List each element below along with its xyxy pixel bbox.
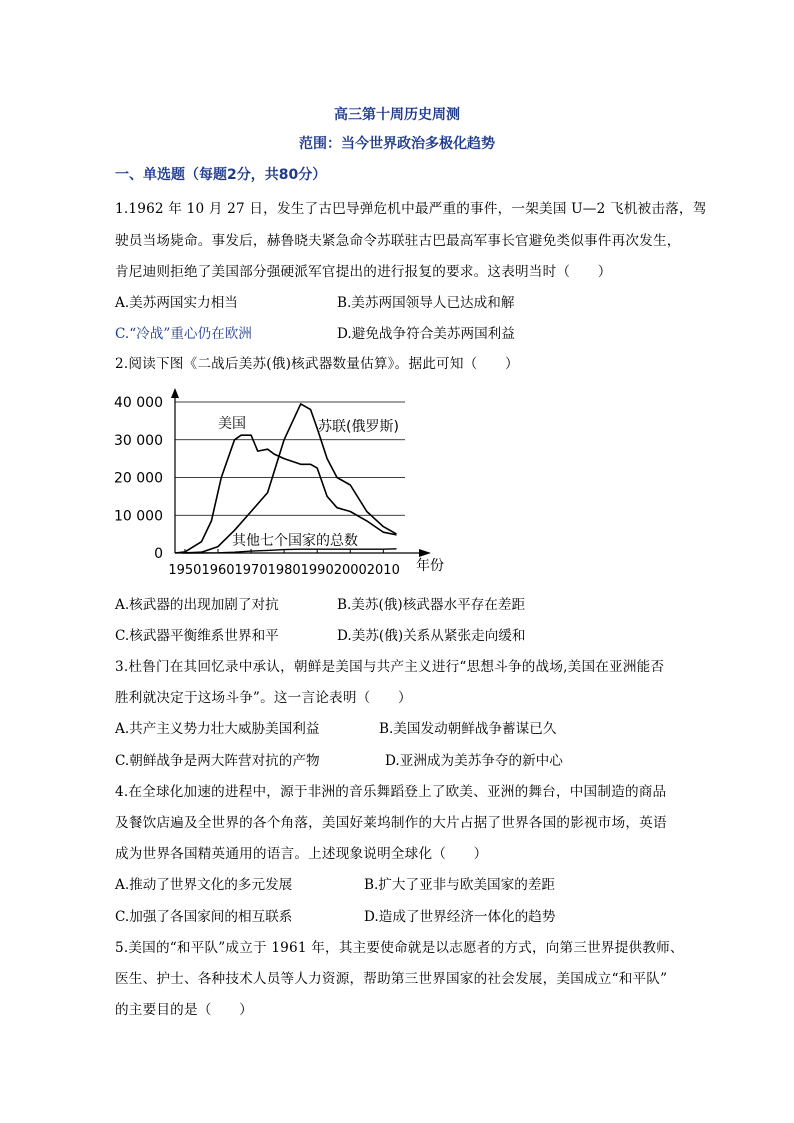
- series-line-others: [185, 549, 397, 553]
- q3-line-2: 胜利就决定于这场斗争”。这一言论表明（ ）: [115, 690, 412, 706]
- series-label-ussr: 苏联(俄罗斯): [318, 419, 399, 435]
- series-label-usa: 美国: [218, 416, 246, 432]
- x-axis-label: 年份: [416, 558, 444, 574]
- page-title: 高三第十周历史周测: [334, 107, 460, 123]
- q1-option-d: D.避免战争符合美苏两国利益: [337, 326, 515, 342]
- y-axis-arrow: [171, 388, 179, 398]
- section-title: 一、单选题（每题2分，共80分）: [115, 167, 327, 183]
- q3-option-a: A.共产主义势力壮大威胁美国利益: [115, 721, 320, 737]
- series-label-others: 其他七个国家的总数: [232, 533, 358, 549]
- q4-option-b: B.扩大了亚非与欧美国家的差距: [364, 877, 556, 893]
- q3-option-c: C.朝鲜战争是两大阵营对抗的产物: [115, 753, 320, 769]
- x-tick-label-0: 1950: [168, 563, 202, 578]
- x-tick-label-1: 1960: [201, 563, 235, 578]
- q1-option-c: C.“冷战”重心仍在欧洲: [115, 326, 252, 342]
- q5-line-2: 医生、护士、各种技术人员等人力资源，帮助第三世界国家的社会发展，美国成立“和平队”: [115, 971, 668, 987]
- y-tick-label-4: 40 000: [114, 395, 163, 411]
- q2-line-1: 2.阅读下图《二战后美苏(俄)核武器数量估算》。据此可知（ ）: [115, 356, 519, 372]
- q3-line-1: 3.杜鲁门在其回忆录中承认，朝鲜是美国与共产主义进行“思想斗争的战场,美国在亚洲能否: [115, 659, 665, 675]
- q2-option-d: D.美苏(俄)关系从紧张走向缓和: [337, 628, 526, 644]
- x-tick-label-4: 1990: [300, 563, 334, 578]
- y-tick-label-0: 0: [154, 546, 163, 562]
- q4-line-2: 及餐饮店遍及全世界的各个角落，美国好莱坞制作的大片占据了世界各国的影视市场，英语: [115, 815, 667, 831]
- q4-line-3: 成为世界各国精英通用的语言。上述现象说明全球化（ ）: [115, 846, 488, 862]
- x-tick-label-2: 1970: [234, 563, 268, 578]
- x-tick-label-3: 1980: [267, 563, 301, 578]
- y-tick-label-3: 30 000: [114, 432, 163, 449]
- y-tick-label-2: 20 000: [114, 470, 163, 487]
- nuclear-weapons-chart: [110, 380, 460, 585]
- page-subtitle-scope: 范围：当今世界政治多极化趋势: [299, 136, 495, 152]
- q2-option-a: A.核武器的出现加剧了对抗: [115, 597, 279, 613]
- x-tick-label-6: 2010: [366, 563, 400, 578]
- q4-option-a: A.推动了世界文化的多元发展: [115, 877, 293, 893]
- q1-line-3: 肯尼迪则拒绝了美国部分强硬派军官提出的进行报复的要求。这表明当时（ ）: [115, 264, 612, 280]
- q4-option-c: C.加强了各国家间的相互联系: [115, 909, 293, 925]
- q3-option-d: D.亚洲成为美苏争夺的新中心: [385, 753, 563, 769]
- q4-option-d: D.造成了世界经济一体化的趋势: [364, 909, 556, 925]
- q1-option-b: B.美苏两国领导人已达成和解: [337, 295, 515, 311]
- q1-line-2: 驶员当场毙命。事发后，赫鲁晓夫紧急命令苏联驻古巴最高军事长官避免类似事件再次发生，: [115, 233, 681, 249]
- q3-option-b: B.美国发动朝鲜战争蓄谋已久: [379, 721, 557, 737]
- q2-option-c: C.核武器平衡维系世界和平: [115, 628, 279, 644]
- q2-option-b: B.美苏(俄)核武器水平存在差距: [337, 597, 526, 613]
- q1-line-1: 1.1962 年 10 月 27 日，发生了古巴导弹危机中最严重的事件，一架美国 U—2 飞机被击落，驾: [115, 201, 707, 217]
- q1-option-a: A.美苏两国实力相当: [115, 295, 238, 311]
- q5-line-1: 5.美国的“和平队”成立于 1961 年，其主要使命就是以志愿者的方式，向第三世界提供教师、: [115, 940, 684, 956]
- x-axis-arrow: [419, 549, 431, 557]
- y-tick-label-1: 10 000: [114, 508, 163, 525]
- x-tick-label-5: 2000: [333, 563, 367, 578]
- q4-line-1: 4.在全球化加速的进程中，源于非洲的音乐舞蹈登上了欧美、亚洲的舞台，中国制造的商品: [115, 784, 667, 800]
- q5-line-3: 的主要目的是（ ）: [115, 1002, 253, 1018]
